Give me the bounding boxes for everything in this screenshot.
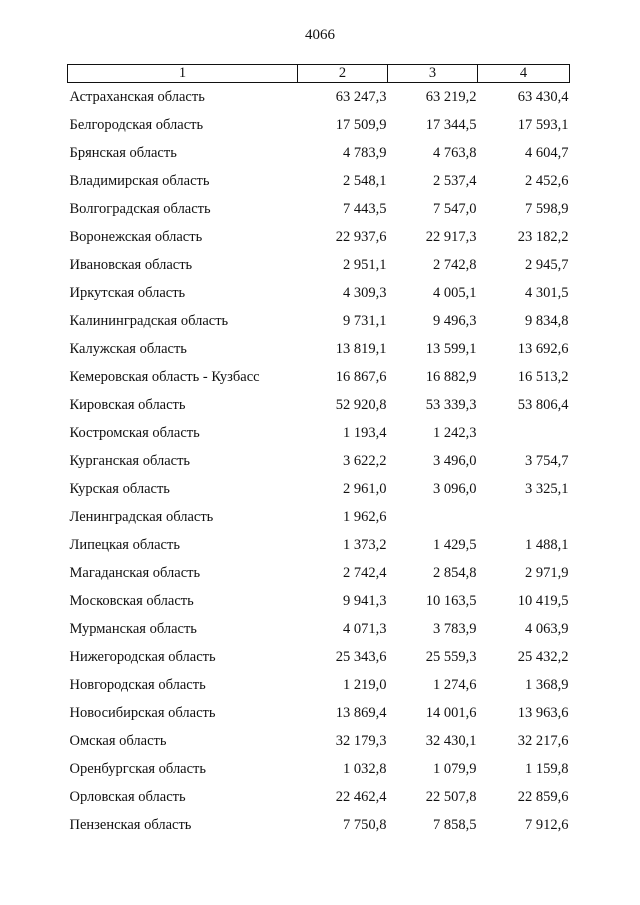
value-col3-cell: 17 344,5: [425, 117, 477, 133]
value-col3-cell: 7 547,0: [433, 201, 477, 217]
value-col2-cell: 2 961,0: [343, 481, 387, 497]
value-col3-cell: 3 496,0: [433, 453, 477, 469]
table-row: [68, 167, 570, 195]
table-header: [68, 65, 570, 83]
value-col3-cell: 4 763,8: [433, 145, 477, 161]
column-header-4: 4: [478, 65, 570, 83]
value-col3-cell: 4 005,1: [433, 285, 477, 301]
table-row: [68, 587, 570, 615]
region-name-cell: Липецкая область: [69, 537, 180, 553]
value-col3-cell: 9 496,3: [433, 313, 477, 329]
value-col2-cell: 1 373,2: [343, 537, 387, 553]
value-col4-cell: [478, 503, 570, 531]
value-col3-cell: 22 507,8: [425, 789, 477, 805]
value-col2-cell: 1 032,8: [343, 761, 387, 777]
value-col3-cell: [388, 503, 478, 531]
value-col2-cell: 4 071,3: [343, 621, 387, 637]
region-name-cell: Курганская область: [69, 453, 191, 469]
value-col2-cell: 3 622,2: [343, 453, 387, 469]
value-col2-cell: 16 867,6: [335, 369, 387, 385]
table-row: [68, 811, 570, 839]
value-col3-cell: 3 783,9: [433, 621, 477, 637]
value-col4-cell: 4 604,7: [525, 145, 569, 161]
region-name-cell: Владимирская область: [69, 173, 210, 189]
value-col2-cell: 2 548,1: [343, 173, 387, 189]
value-col4-cell: 7 912,6: [525, 817, 569, 833]
value-col3-cell: 1 242,3: [433, 425, 477, 441]
value-col2-cell: 4 309,3: [343, 285, 387, 301]
value-col4-cell: 7 598,9: [525, 201, 569, 217]
region-name-cell: Мурманская область: [69, 621, 197, 637]
value-col2-cell: 1 962,6: [343, 509, 387, 525]
table-row: [68, 531, 570, 559]
value-col2-cell: 7 443,5: [343, 201, 387, 217]
value-col4-cell: 22 859,6: [517, 789, 569, 805]
value-col4-cell: 3 754,7: [525, 453, 569, 469]
value-col4-cell: 3 325,1: [525, 481, 569, 497]
value-col4-cell: 32 217,6: [517, 733, 569, 749]
region-name-cell: Курская область: [69, 481, 170, 497]
table-row: [68, 671, 570, 699]
region-name-cell: Орловская область: [69, 789, 186, 805]
table-row: [68, 755, 570, 783]
value-col2-cell: 52 920,8: [335, 397, 387, 413]
value-col4-cell: 1 488,1: [525, 537, 569, 553]
region-name-cell: Ленинградская область: [69, 509, 214, 525]
value-col2-cell: 22 462,4: [335, 789, 387, 805]
region-name-cell: Костромская область: [69, 425, 200, 441]
value-col4-cell: [478, 419, 570, 447]
region-name-cell: Калужская область: [69, 341, 187, 357]
region-name-cell: Воронежская область: [69, 229, 203, 245]
table-row: [68, 223, 570, 251]
table-row: [68, 363, 570, 391]
table-row: [68, 139, 570, 167]
region-name-cell: Нижегородская область: [69, 649, 216, 665]
table-row: [68, 615, 570, 643]
value-col4-cell: 16 513,2: [517, 369, 569, 385]
value-col3-cell: 2 537,4: [433, 173, 477, 189]
value-col4-cell: 4 301,5: [525, 285, 569, 301]
region-name-cell: Кемеровская область - Кузбасс: [69, 369, 260, 385]
value-col2-cell: 1 193,4: [343, 425, 387, 441]
value-col4-cell: 2 452,6: [525, 173, 569, 189]
value-col3-cell: 3 096,0: [433, 481, 477, 497]
value-col3-cell: 25 559,3: [425, 649, 477, 665]
data-table: [67, 64, 570, 839]
table-row: [68, 335, 570, 363]
value-col2-cell: 25 343,6: [335, 649, 387, 665]
value-col3-cell: 1 079,9: [433, 761, 477, 777]
value-col4-cell: 25 432,2: [517, 649, 569, 665]
value-col2-cell: 7 750,8: [343, 817, 387, 833]
value-col3-cell: 53 339,3: [425, 397, 477, 413]
table-row: [68, 503, 570, 531]
value-col2-cell: 22 937,6: [335, 229, 387, 245]
table-row: [68, 559, 570, 587]
value-col2-cell: 13 819,1: [335, 341, 387, 357]
table-row: [68, 83, 570, 112]
value-col4-cell: 2 945,7: [525, 257, 569, 273]
value-col4-cell: 17 593,1: [517, 117, 569, 133]
table-row: [68, 727, 570, 755]
value-col3-cell: 13 599,1: [425, 341, 477, 357]
region-name-cell: Новосибирская область: [69, 705, 216, 721]
value-col3-cell: 63 219,2: [425, 89, 477, 105]
value-col4-cell: 1 368,9: [525, 677, 569, 693]
table-row: [68, 307, 570, 335]
page-number: 4066: [305, 27, 335, 43]
column-header-2: 2: [298, 65, 388, 83]
region-name-cell: Иркутская область: [69, 285, 186, 301]
value-col4-cell: 13 692,6: [517, 341, 569, 357]
value-col4-cell: 9 834,8: [525, 313, 569, 329]
table-row: [68, 279, 570, 307]
value-col3-cell: 2 854,8: [433, 565, 477, 581]
value-col2-cell: 13 869,4: [335, 705, 387, 721]
value-col2-cell: 1 219,0: [343, 677, 387, 693]
value-col2-cell: 2 951,1: [343, 257, 387, 273]
region-name-cell: Оренбургская область: [69, 761, 207, 777]
value-col3-cell: 2 742,8: [433, 257, 477, 273]
region-name-cell: Пензенская область: [69, 817, 192, 833]
value-col2-cell: 32 179,3: [335, 733, 387, 749]
header-row: [68, 65, 570, 83]
value-col2-cell: 17 509,9: [335, 117, 387, 133]
region-name-cell: Брянская область: [69, 145, 177, 161]
table-row: [68, 447, 570, 475]
value-col4-cell: 1 159,8: [525, 761, 569, 777]
value-col3-cell: 32 430,1: [425, 733, 477, 749]
value-col2-cell: 9 731,1: [343, 313, 387, 329]
table-row: [68, 419, 570, 447]
region-name-cell: Омская область: [69, 733, 167, 749]
value-col4-cell: 2 971,9: [525, 565, 569, 581]
table-row: [68, 699, 570, 727]
value-col2-cell: 4 783,9: [343, 145, 387, 161]
table-row: [68, 391, 570, 419]
value-col3-cell: 7 858,5: [433, 817, 477, 833]
value-col2-cell: 63 247,3: [335, 89, 387, 105]
value-col4-cell: 23 182,2: [517, 229, 569, 245]
value-col4-cell: 63 430,4: [517, 89, 569, 105]
region-name-cell: Новгородская область: [69, 677, 206, 693]
value-col3-cell: 22 917,3: [425, 229, 477, 245]
value-col3-cell: 16 882,9: [425, 369, 477, 385]
table-row: [68, 783, 570, 811]
value-col4-cell: 10 419,5: [517, 593, 569, 609]
region-name-cell: Московская область: [69, 593, 194, 609]
region-name-cell: Кировская область: [69, 397, 186, 413]
value-col2-cell: 9 941,3: [343, 593, 387, 609]
value-col4-cell: 13 963,6: [517, 705, 569, 721]
region-name-cell: Ивановская область: [69, 257, 193, 273]
value-col3-cell: 1 429,5: [433, 537, 477, 553]
value-col3-cell: 14 001,6: [425, 705, 477, 721]
table-row: [68, 475, 570, 503]
value-col4-cell: 53 806,4: [517, 397, 569, 413]
column-header-1: 1: [68, 65, 298, 83]
region-name-cell: Волгоградская область: [69, 201, 211, 217]
region-name-cell: Астраханская область: [69, 89, 205, 105]
table-row: [68, 195, 570, 223]
table-body: [68, 83, 570, 840]
value-col2-cell: 2 742,4: [343, 565, 387, 581]
table-row: [68, 111, 570, 139]
value-col3-cell: 1 274,6: [433, 677, 477, 693]
region-name-cell: Магаданская область: [69, 565, 201, 581]
region-name-cell: Калининградская область: [69, 313, 229, 329]
value-col3-cell: 10 163,5: [425, 593, 477, 609]
region-name-cell: Белгородская область: [69, 117, 204, 133]
table-row: [68, 643, 570, 671]
value-col4-cell: 4 063,9: [525, 621, 569, 637]
table-row: [68, 251, 570, 279]
column-header-3: 3: [388, 65, 478, 83]
